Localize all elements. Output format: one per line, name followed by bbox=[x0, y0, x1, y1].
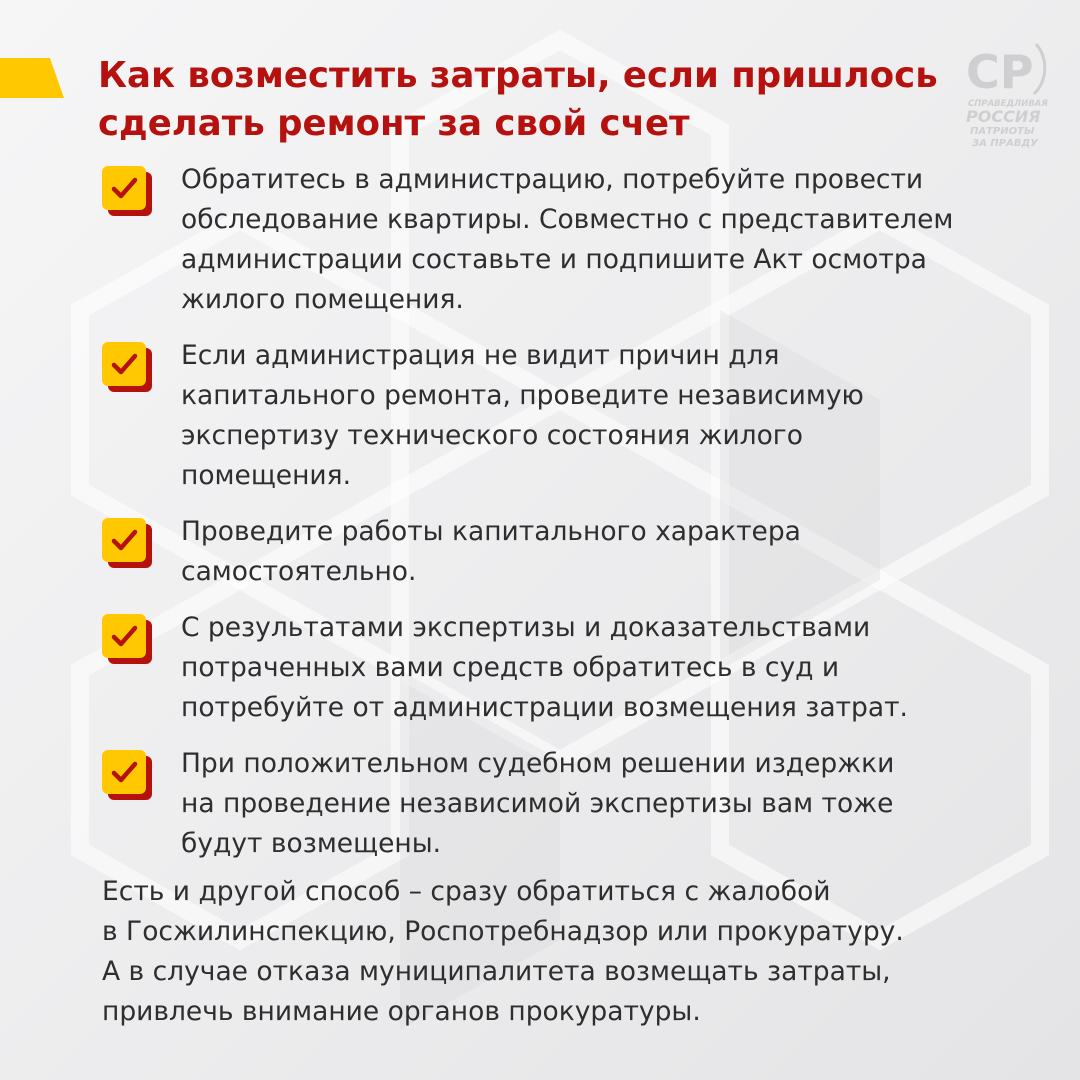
list-item-text: Проведите работы капитального характера самостоятельно. bbox=[181, 516, 801, 587]
checkbox-icon bbox=[102, 518, 146, 562]
logo-line-2: РОССИЯ bbox=[966, 107, 1041, 126]
list-item bbox=[102, 336, 1042, 496]
checkbox-icon bbox=[102, 342, 146, 386]
list-item bbox=[102, 608, 1042, 728]
logo-line-4: ЗА ПРАВДУ bbox=[972, 138, 1039, 149]
footer-note: Есть и другой способ – сразу обратиться с жалобой в Госжилинспекцию, Роспотребнадзор или прокуратуру. А в случае отказа муниципалитета возмещать затраты, привлечь внимание органов прокуратуры. bbox=[102, 876, 904, 1027]
logo-line-1: СПРАВЕДЛИВАЯ bbox=[968, 99, 1048, 109]
logo-line-3: ПАТРИОТЫ bbox=[970, 126, 1035, 137]
steps-list bbox=[102, 160, 1042, 864]
checkbox-icon bbox=[102, 166, 146, 210]
list-item-text: Если администрация не видит причин для капитального ремонта, проведите независимую экспертизу технического состояния жилого помещения. bbox=[181, 340, 864, 491]
logo-mark: СР bbox=[966, 45, 1034, 99]
list-item bbox=[102, 744, 1042, 864]
list-item-text: С результатами экспертизы и доказательствами потраченных вами средств обратитесь в суд и потребуйте от администрации возмещения затрат. bbox=[181, 612, 908, 723]
list-item-text: Обратитесь в администрацию, потребуйте провести обследование квартиры. Совместно с представителем администрации составьте и подпишите Акт осмотра жилого помещения. bbox=[181, 164, 954, 315]
list-item bbox=[102, 160, 1042, 320]
checkbox-icon bbox=[102, 614, 146, 658]
list-item-text: При положительном судебном решении издержки на проведение независимой экспертизы вам тоже будут возмещены. bbox=[181, 748, 895, 859]
page-title: Как возместить затраты, если пришлось сделать ремонт за свой счет bbox=[98, 55, 938, 144]
list-item bbox=[102, 512, 1042, 592]
party-logo bbox=[962, 36, 1058, 154]
checkbox-icon bbox=[102, 750, 146, 794]
